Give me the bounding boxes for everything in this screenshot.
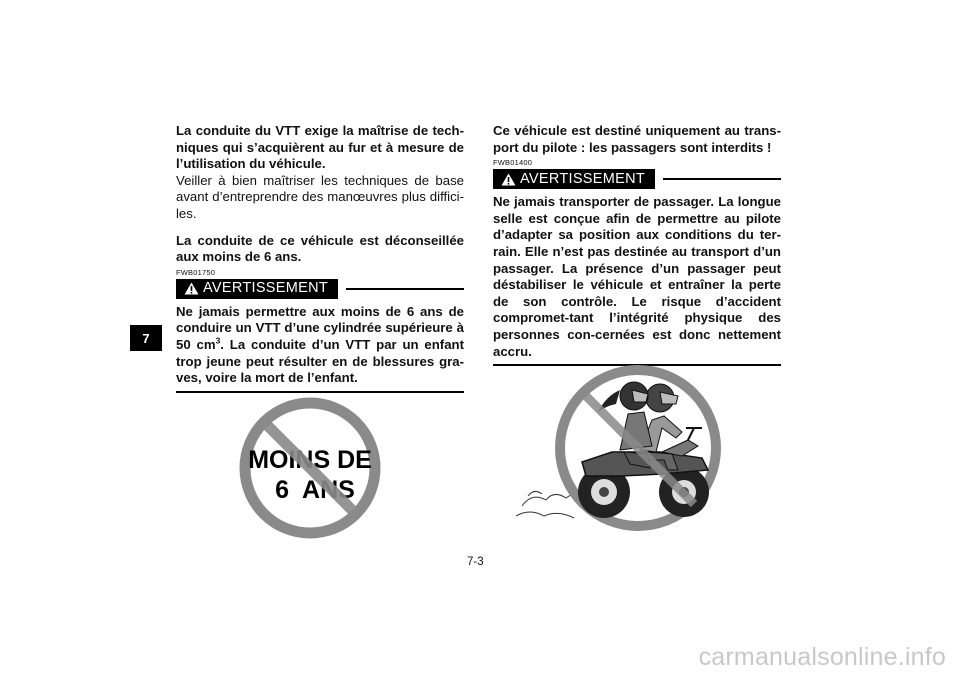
warning-rule: [663, 178, 781, 180]
no-passenger-atv-illustration: [512, 356, 740, 536]
heading-skill: La conduite du VTT exige la maîtrise de tech-niques qui s’acquièrent au fur et à mesure de l’utilisation du véhicule.: [176, 123, 464, 172]
chapter-tab: 7: [130, 325, 162, 351]
warning-label: AVERTISSEMENT: [520, 170, 646, 187]
warning-header: [493, 169, 781, 189]
warning-header: [176, 279, 464, 299]
heading-age: La conduite de ce véhicule est déconseillée aux moins de 6 ans.: [176, 232, 464, 265]
prohibition-sign-under-6: [238, 396, 382, 540]
warning-triangle-icon: [184, 282, 199, 295]
heading-passenger: Ce véhicule est destiné uniquement au trans-port du pilote : les passagers sont interdits !: [493, 123, 781, 155]
warning-end-rule: [176, 391, 464, 393]
warning-code: FWB01400: [493, 158, 533, 168]
warning-badge: [493, 169, 655, 189]
warning-text-age: Ne jamais permettre aux moins de 6 ans de conduire un VTT d’une cylindrée supérieure à 50 $cm^3$. La conduite d’un VTT par un enfant trop jeune peut résulter en de blessures gra-ves, voire la mort de l’enfant.: [176, 303, 464, 386]
warning-triangle-icon: [501, 173, 516, 186]
warning-label: AVERTISSEMENT: [203, 280, 329, 297]
warning-text-passenger: Ne jamais transporter de passager. La longue selle est conçue afin de permettre au pilote d’adapter sa position aux conditions du ter-rain. Elle n’est pas destinée au transport d’un passager. La présence d’un passager peut déstabiliser le véhicule et entraîner la perte de son contrôle. Le risque d’accident compromet-tant l’intégrité physique des personnes con-cernées est donc nettement accru.: [493, 194, 781, 359]
page-number: 7-3: [467, 556, 484, 568]
warning-badge: [176, 279, 338, 299]
sign-text-line1: MOINS DE: [248, 446, 372, 474]
sign-text-line2: 6 ANS: [275, 476, 355, 504]
paragraph-basics: Veiller à bien maîtriser les techniques de base avant d’entreprendre des manœuvres plus diffici-les.: [176, 172, 464, 221]
watermark: carmanualsonline.info: [698, 643, 946, 671]
left-column: [176, 123, 464, 393]
right-column: [493, 123, 781, 366]
warning-code: FWB01750: [176, 267, 216, 277]
warning-rule: [346, 288, 464, 290]
